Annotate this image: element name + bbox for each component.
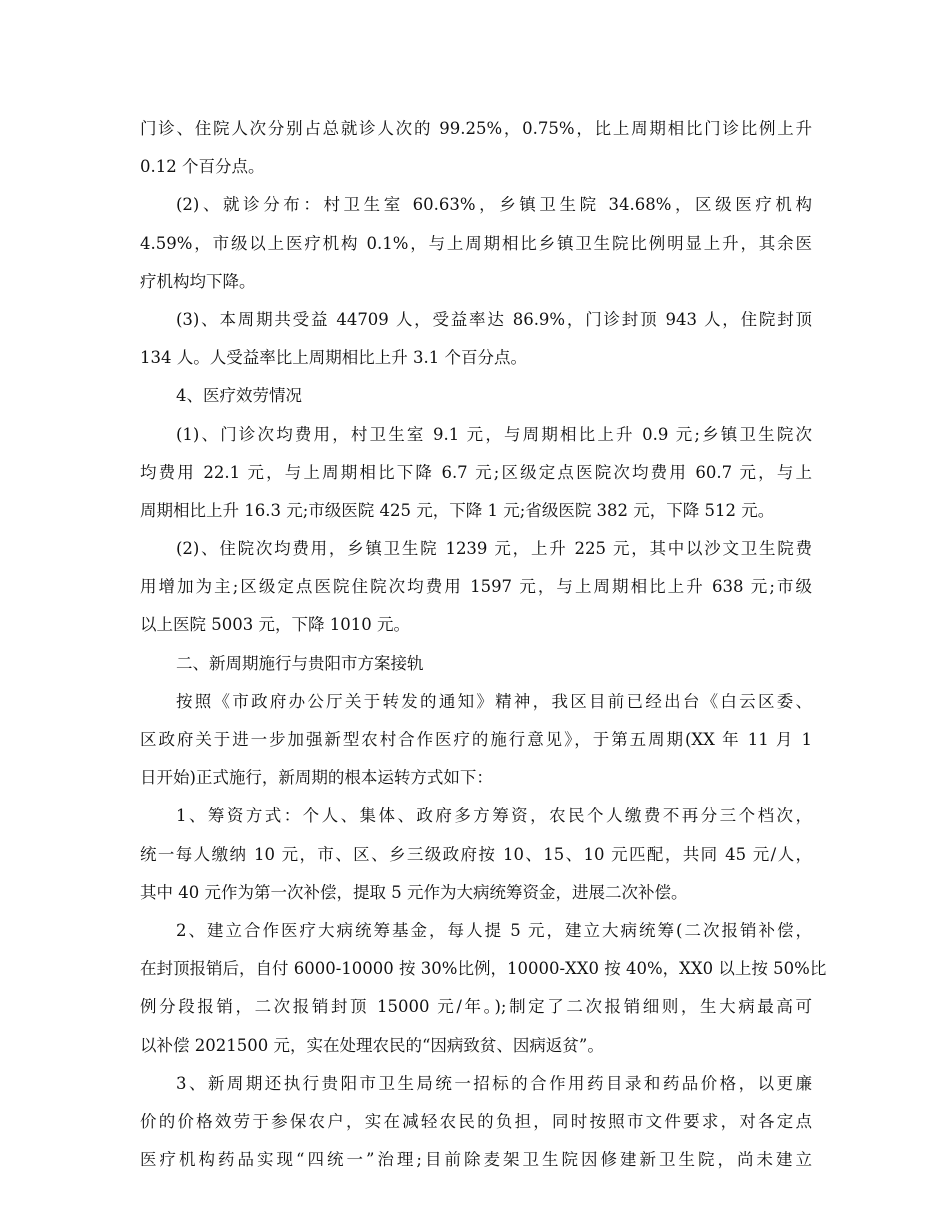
text-line: 按照《市政府办公厅关于转发的通知》精神，我区目前已经出台《白云区委、	[176, 691, 812, 711]
text-line: 用增加为主;区级定点医院住院次均费用 1597 元，与上周期相比上升 638 元;市级	[140, 577, 812, 597]
text-line: 周期相比上升 16.3 元;市级医院 425 元，下降 1 元;省级医院 382 元，下降 512 元。	[140, 500, 775, 520]
text-line: 3、新周期还执行贵阳市卫生局统一招标的合作用药目录和药品价格，以更廉	[176, 1073, 812, 1093]
text-line: 在封顶报销后，自付 6000-10000 按 30%比例，10000-XX0 按 40%，XX0 以上按 50%比	[140, 959, 827, 979]
text-line: 统一每人缴纳 10 元，市、区、乡三级政府按 10、15、10 元匹配，共同 45 元/人，	[140, 844, 812, 864]
text-line: 134 人。人受益率比上周期相比上升 3.1 个百分点。	[140, 348, 527, 368]
text-line: 门诊、住院人次分别占总就诊人次的 99.25%，0.75%，比上周期相比门诊比例上升	[140, 119, 812, 138]
text-line: 1、筹资方式：个人、集体、政府多方筹资，农民个人缴费不再分三个档次，	[176, 806, 812, 826]
text-line: 区政府关于进一步加强新型农村合作医疗的施行意见》，于第五周期(XX 年 11 月 1	[140, 730, 812, 749]
text-line: 4、医疗效劳情况	[176, 386, 302, 406]
text-line: 医疗机构药品实现“四统一”治理;目前除麦架卫生院因修建新卫生院，尚未建立	[140, 1150, 812, 1170]
text-line: 0.12 个百分点。	[140, 157, 265, 177]
text-line: (2)、就诊分布：村卫生室 60.63%，乡镇卫生院 34.68%，区级医疗机构	[176, 195, 812, 215]
text-line: 其中 40 元作为第一次补偿，提取 5 元作为大病统筹资金，进展二次补偿。	[140, 882, 688, 902]
text-line: 疗机构均下降。	[140, 271, 256, 291]
document-body	[140, 110, 827, 1179]
text-line: (3)、本周期共受益 44709 人，受益率达 86.9%，门诊封顶 943 人，住院封顶	[176, 309, 812, 329]
text-line: 以补偿 2021500 元，实在处理农民的“因病致贫、因病返贫”。	[140, 1035, 604, 1055]
text-line: 例分段报销，二次报销封顶 15000 元/年。);制定了二次报销细则，生大病最高可	[140, 997, 812, 1017]
text-line: (1)、门诊次均费用，村卫生室 9.1 元，与周期相比上升 0.9 元;乡镇卫生院次	[176, 424, 812, 444]
text-line: 2、建立合作医疗大病统筹基金，每人提 5 元，建立大病统筹(二次报销补偿，	[176, 920, 812, 940]
text-line: 均费用 22.1 元，与上周期相比下降 6.7 元;区级定点医院次均费用 60.7 元，与上	[140, 462, 812, 482]
text-line: 日开始)正式施行，新周期的根本运转方式如下：	[140, 768, 493, 788]
text-line: 以上医院 5003 元，下降 1010 元。	[140, 615, 410, 635]
text-line: 4.59%，市级以上医疗机构 0.1%，与上周期相比乡镇卫生院比例明显上升，其余医	[140, 233, 812, 253]
text-line: 价的价格效劳于参保农户，实在减轻农民的负担，同时按照市文件要求，对各定点	[140, 1111, 812, 1131]
text-line: 二、新周期施行与贵阳市方案接轨	[176, 653, 424, 673]
text-line: (2)、住院次均费用，乡镇卫生院 1239 元，上升 225 元，其中以沙文卫生院费	[176, 539, 812, 559]
